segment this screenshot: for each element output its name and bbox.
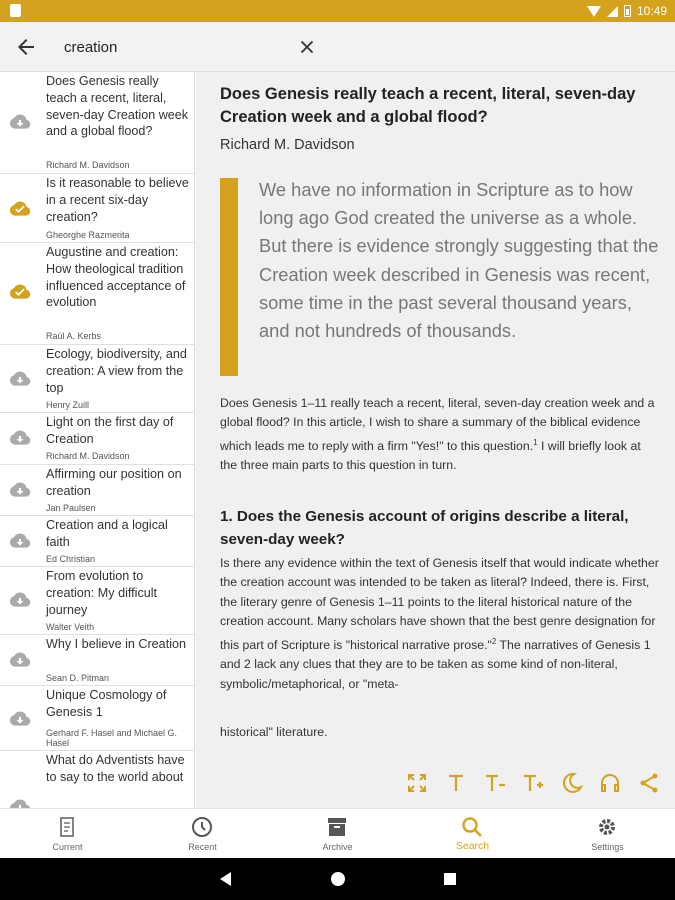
- article-intro: Does Genesis 1–11 really teach a recent, literal, seven-day creation week and a global flood? In this article, I wish to share a summary of the biblical evidence which leads me to reply with a firm "Yes!" to this question.$^1$ I will briefly look at the three main parts to this question in turn.: [220, 396, 655, 473]
- article-body-continued: historical" literature.: [220, 725, 328, 739]
- list-item[interactable]: [0, 243, 194, 345]
- clock-icon: [191, 815, 213, 839]
- tab-search[interactable]: [405, 809, 540, 859]
- list-item[interactable]: [0, 345, 194, 413]
- article-body: Is there any evidence within the text of Genesis itself that would indicate whether the creation account was intended to be taken as literal? Indeed, there is. First, the literary genre of Genesis 1–11 points to the literal historical nature of the creation account. Many scholars have shown that the best genre designation for this part of Scripture is "historical narrative prose."$^2$ The narratives of Genesis 1 and 2 lack any clues that they are to be taken as some kind of non-literal, symbolic/metaphorical, or "meta-: [220, 556, 659, 691]
- status-time: 10:49: [636, 4, 667, 18]
- list-item[interactable]: [0, 751, 194, 808]
- tab-label: Search: [455, 840, 490, 852]
- cloud-download-icon[interactable]: [9, 482, 31, 498]
- cloud-download-icon[interactable]: [9, 371, 31, 387]
- system-back-icon[interactable]: [218, 871, 234, 887]
- result-title: Unique Cosmology of Genesis 1: [46, 688, 167, 719]
- footnote-ref[interactable]: 2: [491, 636, 497, 646]
- result-title: Why I believe in Creation: [46, 637, 186, 651]
- share-icon[interactable]: [637, 771, 661, 795]
- cloud-download-icon[interactable]: [9, 711, 31, 727]
- result-author: Gerhard F. Hasel and Michael G. Hasel: [46, 728, 178, 748]
- list-item[interactable]: [0, 516, 194, 567]
- bottom-navigation: [0, 808, 675, 858]
- list-item[interactable]: [0, 635, 194, 686]
- result-author: Jan Paulsen: [46, 503, 96, 513]
- result-title: What do Adventists have to say to the world about: [46, 753, 185, 784]
- list-item[interactable]: [0, 465, 194, 516]
- downloaded-check-icon[interactable]: [9, 284, 31, 300]
- downloaded-check-icon[interactable]: [9, 201, 31, 217]
- tab-label: Settings: [591, 842, 624, 852]
- result-author: Richard M. Davidson: [46, 451, 130, 461]
- signal-icon: [607, 6, 618, 17]
- text-font-icon[interactable]: [444, 771, 468, 795]
- pull-quote-bar: [220, 178, 238, 376]
- tab-current[interactable]: [0, 809, 135, 859]
- night-mode-icon[interactable]: [560, 771, 584, 795]
- search-bar: [0, 22, 675, 72]
- result-author: Sean D. Pitman: [46, 673, 110, 683]
- result-title: Affirming our position on creation: [46, 467, 182, 498]
- status-bar: [0, 0, 675, 22]
- result-title: Augustine and creation: How theological tradition influenced acceptance of evolution: [46, 245, 186, 310]
- reader-toolbar: [196, 758, 675, 808]
- cloud-download-icon[interactable]: [9, 430, 31, 446]
- section-heading: 1. Does the Genesis account of origins describe a literal, seven-day week?: [220, 508, 629, 548]
- result-author: Ed Christian: [46, 554, 96, 564]
- list-item[interactable]: [0, 413, 194, 465]
- result-author: Richard M. Davidson: [46, 160, 130, 170]
- result-author: Walter Veith: [46, 622, 95, 632]
- footnote-ref[interactable]: 1: [533, 437, 538, 447]
- result-title: Creation and a logical faith: [46, 518, 168, 549]
- system-home-icon[interactable]: [330, 871, 346, 887]
- back-arrow-icon[interactable]: [14, 35, 38, 59]
- document-icon: [56, 815, 78, 839]
- result-title: Is it reasonable to believe in a recent six-day creation?: [46, 176, 189, 224]
- system-navigation-bar: [0, 858, 675, 900]
- text-increase-icon[interactable]: [521, 771, 545, 795]
- tab-archive[interactable]: [270, 809, 405, 859]
- tab-label: Current: [52, 842, 83, 852]
- archive-icon: [326, 815, 348, 839]
- headphones-icon[interactable]: [598, 771, 622, 795]
- cloud-download-icon[interactable]: [9, 799, 31, 808]
- result-title: Ecology, biodiversity, and creation: A view from the top: [46, 347, 187, 395]
- pull-quote: We have no information in Scripture as to how long ago God created the universe as a whole. But there is evidence strongly suggesting that the Creation week described in Genesis was recent, some time in the past several thousand years, and not hundreds of thousands.: [259, 179, 659, 342]
- result-title: Does Genesis really teach a recent, literal, seven-day Creation week and a global flood?: [46, 74, 189, 139]
- result-author: Raúl A. Kerbs: [46, 331, 102, 341]
- search-input[interactable]: [64, 35, 284, 59]
- article-title: Does Genesis really teach a recent, literal, seven-day Creation week and a global flood?: [220, 85, 636, 126]
- search-icon: [461, 815, 483, 839]
- close-icon[interactable]: [296, 35, 318, 59]
- list-item[interactable]: [0, 686, 194, 751]
- cloud-download-icon[interactable]: [9, 533, 31, 549]
- notification-icon: [10, 4, 21, 17]
- result-title: From evolution to creation: My difficult journey: [46, 569, 158, 617]
- tab-label: Archive: [322, 842, 353, 852]
- cloud-download-icon[interactable]: [9, 652, 31, 668]
- result-author: Gheorghe Razmerita: [46, 230, 130, 240]
- list-item[interactable]: [0, 567, 194, 635]
- result-title: Light on the first day of Creation: [46, 415, 174, 446]
- cloud-download-icon[interactable]: [9, 114, 31, 130]
- battery-icon: [624, 5, 631, 17]
- result-author: Henry Zuill: [46, 400, 90, 410]
- gear-icon: [596, 815, 618, 839]
- fullscreen-icon[interactable]: [405, 771, 429, 795]
- system-recents-icon[interactable]: [443, 872, 457, 886]
- article-view[interactable]: [196, 72, 675, 758]
- tab-recent[interactable]: [135, 809, 270, 859]
- list-item[interactable]: [0, 174, 194, 243]
- search-results-list: [0, 72, 195, 808]
- tab-settings[interactable]: [540, 809, 675, 859]
- list-item[interactable]: [0, 72, 194, 174]
- text-decrease-icon[interactable]: [483, 771, 507, 795]
- tab-label: Recent: [188, 842, 217, 852]
- wifi-icon: [587, 6, 601, 17]
- cloud-download-icon[interactable]: [9, 592, 31, 608]
- article-author: Richard M. Davidson: [220, 137, 355, 153]
